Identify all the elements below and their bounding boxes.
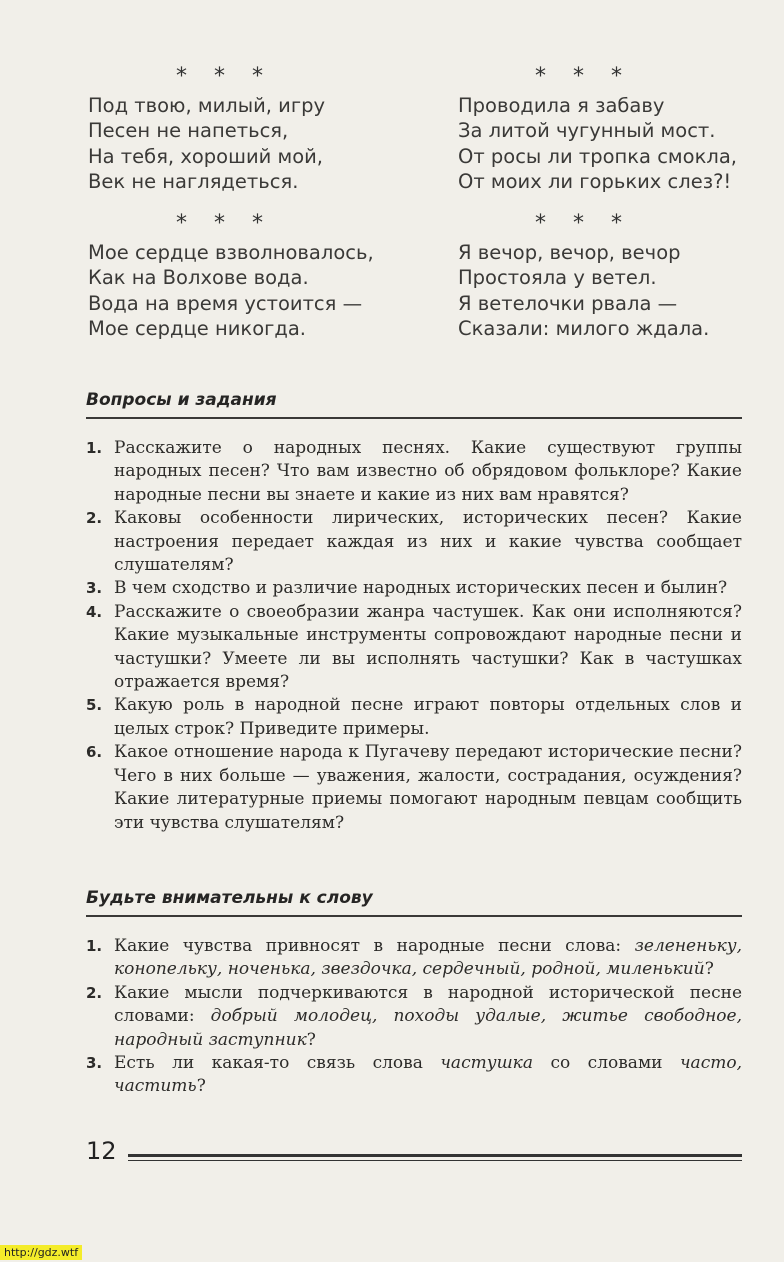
- question-number: 4.: [86, 602, 103, 621]
- question-item: [86, 1052, 742, 1099]
- poem-line: Я ветелочки рвала —: [458, 291, 678, 315]
- question-text: Какое отношение народа к Пугачеву передают исторические песни? Чего в них больше — уважения, жалости, сострадания, осуждения? Какие литературные приемы помогают народным певцам сообщить эти чувства слушателям?: [114, 742, 742, 833]
- question-item: [86, 577, 742, 600]
- poem-block: [458, 93, 737, 194]
- poem-stars: * * *: [176, 211, 273, 236]
- heading-rule: [86, 915, 742, 917]
- question-text: ?: [306, 1029, 316, 1050]
- question-number: 1.: [86, 937, 103, 955]
- question-text: ?: [704, 959, 714, 980]
- question-item: [86, 982, 742, 1052]
- question-number: 2.: [86, 983, 103, 1002]
- footer-rule: [128, 1154, 742, 1157]
- question-item: [86, 437, 742, 507]
- poem-line: От росы ли тропка смокла,: [458, 144, 737, 168]
- poem-line: Песен не напеться,: [88, 119, 289, 143]
- section-heading: Вопросы и задания: [86, 390, 277, 410]
- question-text: ?: [196, 1076, 206, 1097]
- poem-line: Простояла у ветел.: [458, 266, 657, 290]
- poem-line: На тебя, хороший мой,: [88, 144, 323, 168]
- question-number: 1.: [86, 439, 103, 457]
- heading-rule: [86, 417, 742, 419]
- question-item: [86, 507, 742, 577]
- question-number: 5.: [86, 696, 103, 715]
- poem-line: Век не наглядеться.: [88, 169, 299, 193]
- poem-line: Сказали: милого ждала.: [458, 316, 710, 340]
- question-number: 3.: [86, 579, 103, 598]
- footer-rule: [128, 1160, 742, 1161]
- poem-line: Проводила я забаву: [458, 94, 665, 117]
- poem-line: Я вечор, вечор, вечор: [458, 241, 681, 264]
- question-italic-text: зелененьку, конопельку, ноченька, звездочка, сердечный, родной, миленький: [114, 936, 742, 980]
- question-text: Какие мысли подчеркиваются в народной исторической песне словами:: [114, 982, 742, 1027]
- question-text: Какую роль в народной песне играют повторы отдельных слов и целых строк? Приведите примеры.: [114, 695, 742, 739]
- poem-line: От моих ли горьких слез?!: [458, 169, 732, 193]
- question-number: 6.: [86, 743, 103, 762]
- poem-stars: * * *: [535, 64, 632, 89]
- poem-line: Как на Волхове вода.: [88, 266, 309, 290]
- question-number: 2.: [86, 509, 103, 528]
- question-text: Расскажите о народных песнях. Какие существуют группы народных песен? Что вам известно об обрядовом фольклоре? Какие народные песни вы знаете и какие из них вам нравятся?: [114, 438, 742, 505]
- question-italic-text: добрый молодец, походы удалые, житье свободное, народный заступник: [114, 1006, 742, 1050]
- question-item: [86, 601, 742, 695]
- poem-stars: * * *: [176, 64, 273, 89]
- question-italic-text: частушка: [440, 1053, 533, 1074]
- question-text: со словами: [532, 1053, 680, 1074]
- question-item: [86, 741, 742, 835]
- question-text: Каковы особенности лирических, исторических песен? Какие настроения передает каждая из них и какие чувства сообщает слушателям?: [114, 508, 742, 576]
- question-item: [86, 935, 742, 982]
- questions-list: [86, 935, 742, 1099]
- poem-stars: * * *: [535, 211, 632, 236]
- page-number: 12: [86, 1137, 117, 1165]
- questions-list: [86, 437, 742, 835]
- section-heading: Будьте внимательны к слову: [86, 888, 373, 908]
- question-italic-text: часто, частить: [114, 1053, 742, 1097]
- question-text: Есть ли какая-то связь слова: [114, 1053, 441, 1074]
- poem-block: [458, 240, 709, 341]
- question-text: Какие чувства привносят в народные песни слова:: [114, 936, 635, 956]
- question-text: Расскажите о своеобразии жанра частушек. Как они исполняются? Какие музыкальные инструменты сопровождают народные песни и частушки? Умеете ли вы исполнять частушки? Как в частушках отражается время?: [114, 601, 742, 693]
- poem-line: За литой чугунный мост.: [458, 119, 716, 143]
- question-text: В чем сходство и различие народных исторических песен и былин?: [114, 578, 728, 599]
- poem-line: Мое сердце никогда.: [88, 316, 307, 340]
- poem-block: [88, 240, 374, 341]
- question-number: 3.: [86, 1054, 103, 1073]
- poem-line: Вода на время устоится —: [88, 291, 363, 315]
- poem-block: [88, 93, 325, 194]
- poem-line: Мое сердце взволновалось,: [88, 241, 374, 264]
- poem-line: Под твою, милый, игру: [88, 94, 326, 117]
- watermark-link[interactable]: http://gdz.wtf: [0, 1245, 82, 1260]
- question-item: [86, 694, 742, 741]
